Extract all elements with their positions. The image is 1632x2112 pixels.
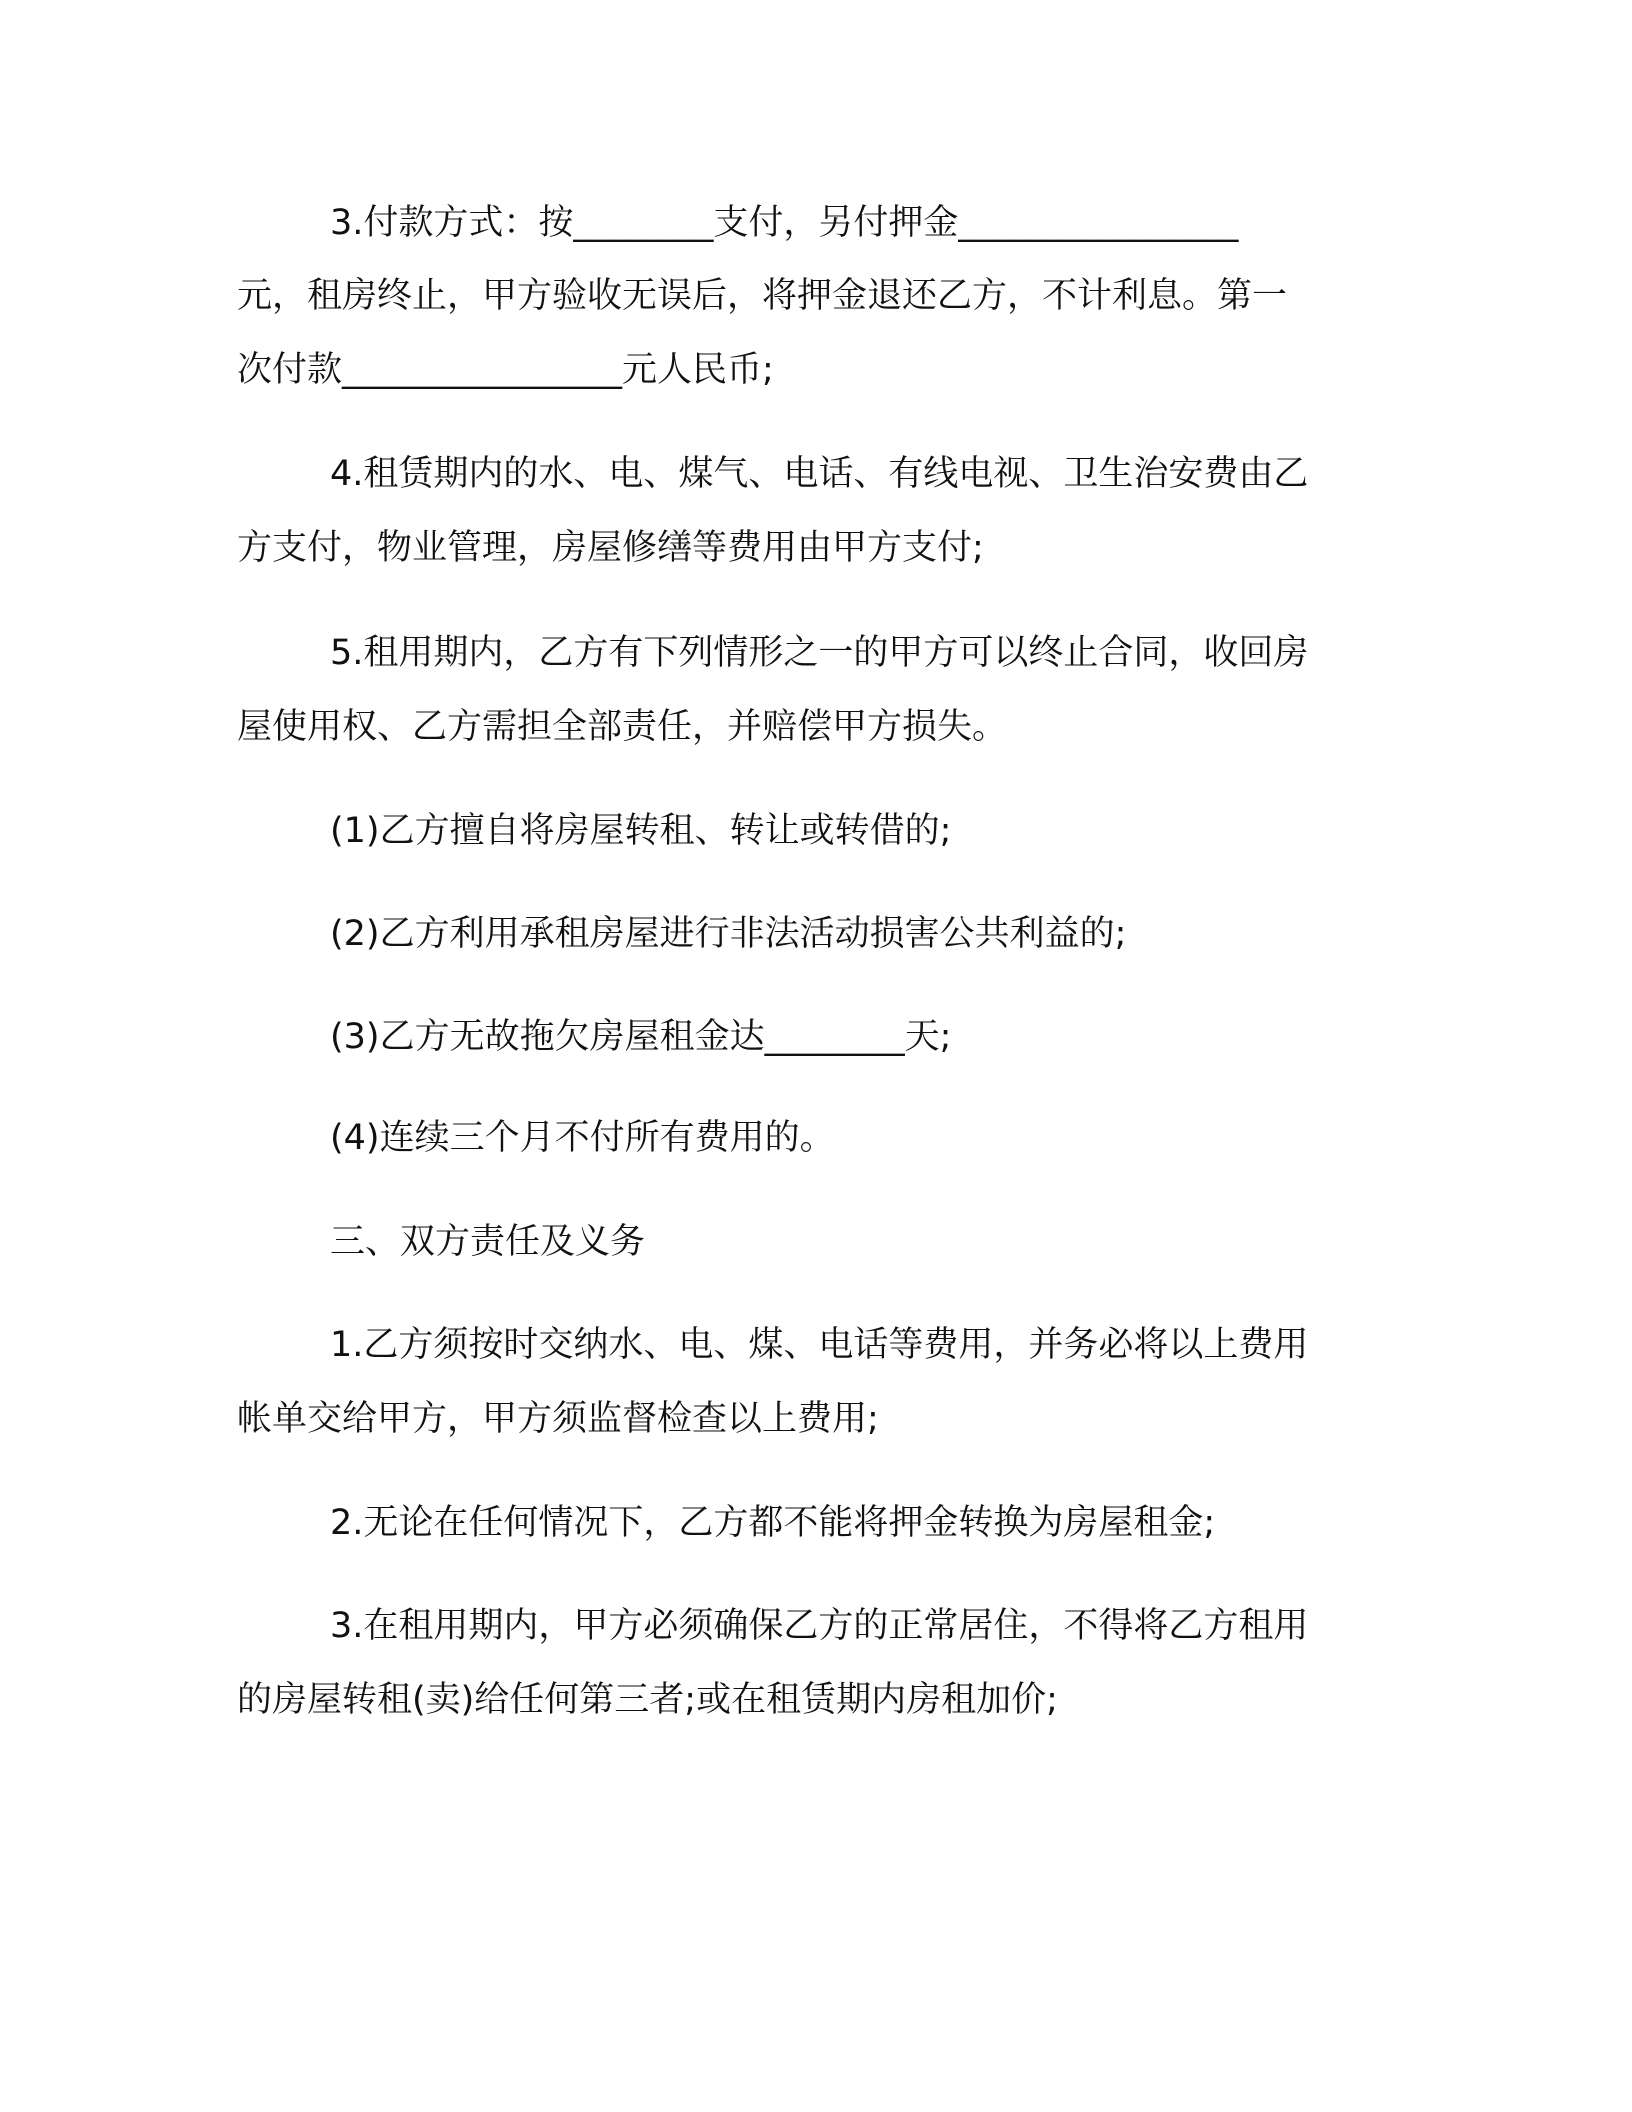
text-line: (4)连续三个月不付所有费用的。 bbox=[330, 1118, 835, 1158]
text-line: 3.付款方式：按________支付，另付押金________________ bbox=[330, 203, 1239, 243]
text-line: (2)乙方利用承租房屋进行非法活动损害公共利益的; bbox=[330, 914, 1127, 954]
text-line: 屋使用权、乙方需担全部责任，并赔偿甲方损失。 bbox=[237, 707, 1008, 747]
text-line: (3)乙方无故拖欠房屋租金达________天; bbox=[330, 1017, 952, 1057]
text-line: 方支付，物业管理，房屋修缮等费用由甲方支付; bbox=[237, 528, 984, 568]
text-line: 元，租房终止，甲方验收无误后，将押金退还乙方，不计利息。第一 bbox=[237, 276, 1288, 316]
text-line: 1.乙方须按时交纳水、电、煤、电话等费用，并务必将以上费用 bbox=[330, 1325, 1309, 1365]
text-line: 3.在租用期内，甲方必须确保乙方的正常居住，不得将乙方租用 bbox=[330, 1606, 1309, 1646]
text-line: 的房屋转租(卖)给任何第三者;或在租赁期内房租加价; bbox=[237, 1680, 1058, 1720]
text-line: (1)乙方擅自将房屋转租、转让或转借的; bbox=[330, 811, 952, 851]
section-heading: 三、双方责任及义务 bbox=[330, 1222, 646, 1262]
text-line: 帐单交给甲方，甲方须监督检查以上费用; bbox=[237, 1399, 879, 1439]
text-line: 次付款________________元人民币; bbox=[237, 350, 774, 390]
text-line: 4.租赁期内的水、电、煤气、电话、有线电视、卫生治安费由乙 bbox=[330, 454, 1309, 494]
text-line: 2.无论在任何情况下，乙方都不能将押金转换为房屋租金; bbox=[330, 1503, 1216, 1543]
text-line: 5.租用期内，乙方有下列情形之一的甲方可以终止合同，收回房 bbox=[330, 633, 1309, 673]
